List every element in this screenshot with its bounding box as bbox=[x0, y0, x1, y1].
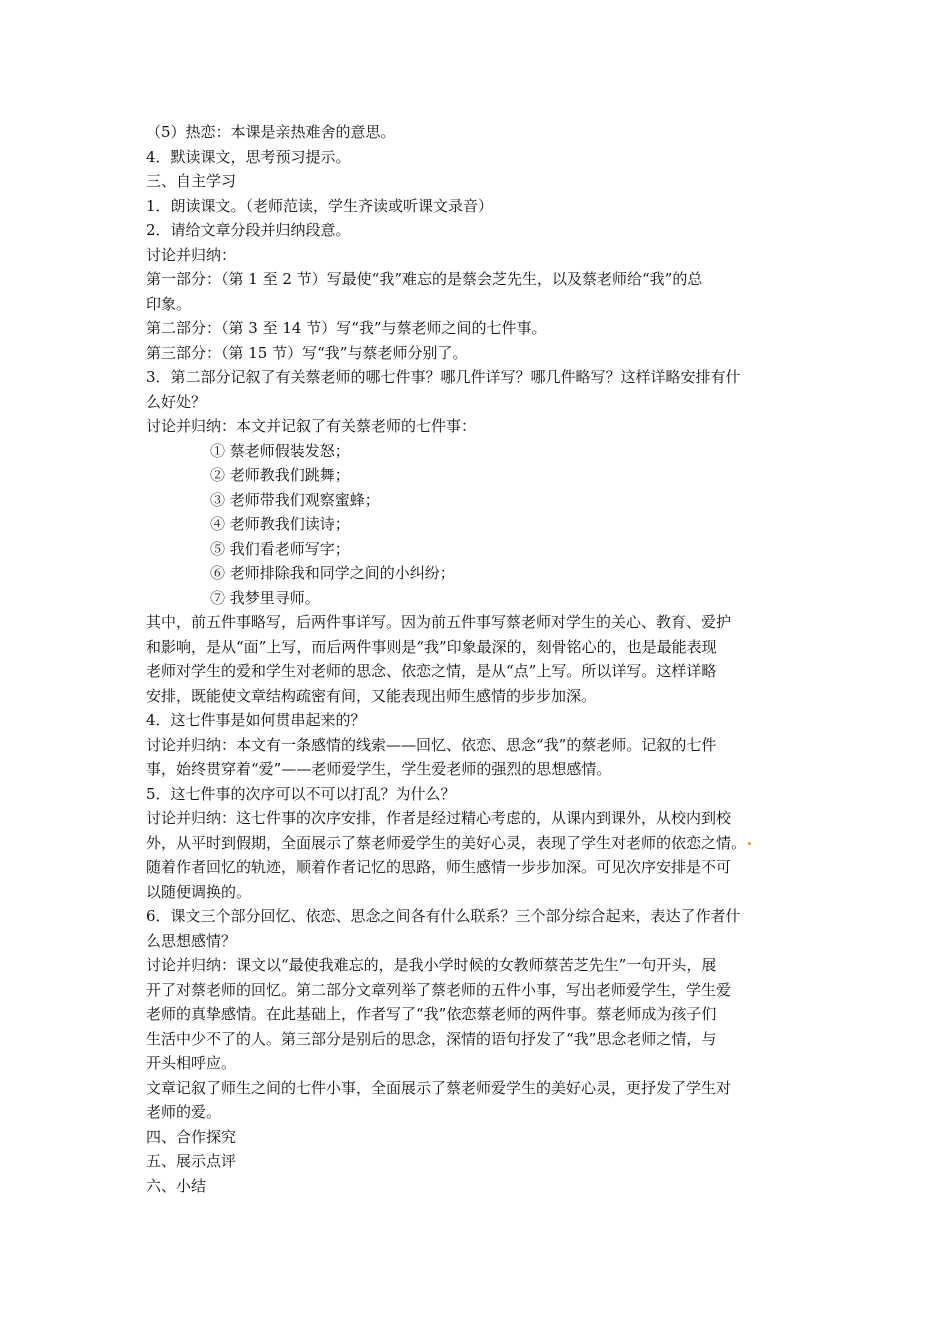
document-page bbox=[146, 120, 816, 1198]
text-line: 印象。 bbox=[146, 294, 192, 313]
text-line: 生活中少不了的人。第三部分是别后的思念，深情的语句抒发了“我”思念老师之情，与 bbox=[146, 1029, 717, 1048]
text-line: 随着作者回忆的轨迹，顺着作者记忆的思路，师生感情一步步加深。可见次序安排是不可 bbox=[146, 858, 732, 876]
text-line: 第二部分：（第 3 至 14 节）写“我”与蔡老师之间的七件事。 bbox=[146, 319, 547, 337]
section-heading: 五、展示点评 bbox=[146, 1152, 237, 1170]
event-item: ⑥ 老师排除我和同学之间的小纠纷； bbox=[210, 564, 455, 582]
text-line: 么好处？ bbox=[146, 392, 207, 411]
event-item: ① 蔡老师假装发怒； bbox=[210, 441, 350, 460]
text-line: 5．这七件事的次序可以不可以打乱？为什么？ bbox=[146, 784, 456, 803]
text-line: 1．朗读课文。（老师范读，学生齐读或听课文录音） bbox=[146, 196, 494, 215]
text-line: 讨论并归纳： bbox=[146, 245, 237, 264]
text-line: 讨论并归纳：这七件事的次序安排，作者是经过精心考虑的，从课内到课外，从校内到校 bbox=[146, 809, 732, 827]
event-item: ③ 老师带我们观察蜜蜂； bbox=[210, 490, 380, 509]
text-line: 老师对学生的爱和学生对老师的思念、依恋之情，是从“点”上写。所以详写。这样详略 bbox=[146, 662, 717, 680]
text-line: 么思想感情？ bbox=[146, 931, 237, 950]
event-item: ⑤ 我们看老师写字； bbox=[210, 539, 350, 558]
text-line: 2．请给文章分段并归纳段意。 bbox=[146, 221, 351, 239]
text-line: 讨论并归纳：本文并记叙了有关蔡老师的七件事： bbox=[146, 417, 477, 435]
text-line: 安排，既能使文章结构疏密有间，又能表现出师生感情的步步加深。 bbox=[146, 686, 597, 705]
text-line: 开了对蔡老师的回忆。第二部分文章列举了蔡老师的五件小事，写出老师爱学生，学生爱 bbox=[146, 980, 732, 999]
text-line: 4．默读课文，思考预习提示。 bbox=[146, 147, 351, 166]
section-heading: 六、小结 bbox=[146, 1176, 207, 1195]
event-item: ⑦ 我梦里寻师。 bbox=[210, 588, 320, 607]
text-line: （5）热恋：本课是亲热难舍的意思。 bbox=[146, 123, 396, 141]
text-line bbox=[146, 831, 816, 856]
event-item: ② 老师教我们跳舞； bbox=[210, 466, 350, 484]
text-line: 老师的真挚感情。在此基础上，作者写了“我”依恋蔡老师的两件事。蔡老师成为孩子们 bbox=[146, 1005, 717, 1023]
section-heading: 三、自主学习 bbox=[146, 172, 237, 190]
text-line: 讨论并归纳：课文以“最使我难忘的，是我小学时候的女教师蔡苦芝先生”一句开头，展 bbox=[146, 956, 717, 974]
text-span: 外，从平时到假期，全面展示了蔡老师爱学生的美好心灵，表现了学生对老师的依恋之情。 bbox=[146, 833, 747, 852]
text-line: 其中，前五件事略写，后两件事详写。因为前五件事写蔡老师对学生的关心、教育、爱护 bbox=[146, 613, 732, 631]
text-line: 事，始终贯穿着“爱”——老师爱学生，学生爱老师的强烈的思想感情。 bbox=[146, 760, 612, 778]
mark-dot bbox=[748, 842, 751, 845]
text-line: 讨论并归纳：本文有一条感情的线索——回忆、依恋、思念“我”的蔡老师。记叙的七件 bbox=[146, 735, 717, 754]
event-item: ④ 老师教我们读诗； bbox=[210, 515, 350, 533]
text-line: 老师的爱。 bbox=[146, 1103, 222, 1121]
text-line: 文章记叙了师生之间的七件小事，全面展示了蔡老师爱学生的美好心灵，更抒发了学生对 bbox=[146, 1078, 732, 1097]
text-line: 3．第二部分记叙了有关蔡老师的哪七件事？哪几件详写？哪几件略写？这样详略安排有什 bbox=[146, 368, 741, 386]
text-line: 4．这七件事是如何贯串起来的？ bbox=[146, 711, 366, 729]
text-line: 以随便调换的。 bbox=[146, 882, 252, 901]
text-line: 开头相呼应。 bbox=[146, 1054, 237, 1072]
section-heading: 四、合作探究 bbox=[146, 1127, 237, 1146]
text-line: 第一部分：（第 1 至 2 节）写最使“我”难忘的是蔡会芝先生，以及蔡老师给“我”的总 bbox=[146, 270, 703, 288]
text-line: 第三部分：（第 15 节）写“我”与蔡老师分别了。 bbox=[146, 343, 468, 362]
text-line: 和影响，是从“面”上写，而后两件事则是“我”印象最深的，刻骨铭心的，也是最能表现 bbox=[146, 637, 717, 656]
text-line: 6．课文三个部分回忆、依恋、思念之间各有什么联系？三个部分综合起来，表达了作者什 bbox=[146, 907, 741, 925]
